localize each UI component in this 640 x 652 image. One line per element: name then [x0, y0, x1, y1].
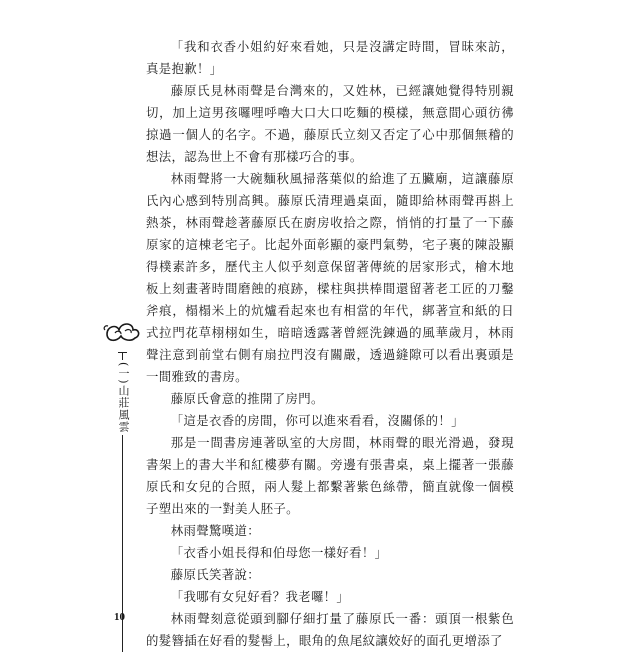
- paragraph: 「我哪有女兒好看？我老囉！」: [170, 589, 350, 604]
- paragraph: 藤原氏會意的推開了房門。: [170, 391, 324, 406]
- paragraph: 藤原氏見林雨聲是台灣來的，又姓林，已經讓她覺得特別親切，加上這男孩囉哩呼嚕大口大口吃麵的模樣，無意間心頭彷彿掠過一個人的名字。不過，藤原氏立刻又否定了心中那個無稽的想法，認為世上不會有那樣巧合的事。: [146, 83, 514, 164]
- paragraph: 林雨聲刻意從頭到腳仔細打量了藤原氏一番：頭頂一根紫色的髮簪插在好看的髮髻上，眼角的魚尾紋讓姣好的面孔更增添了: [146, 611, 514, 648]
- paragraph: 那是一間書房連著臥室的大房間，林雨聲的眼光滑過，發現書架上的書大半和紅樓夢有關。旁邊有張書桌，桌上擺著一張藤原氏和女兒的合照，兩人髮上都繫著紫色絲帶，簡直就像一個模子塑出來的一對美人胚子。: [146, 435, 514, 516]
- paragraph: 「衣香小姐長得和伯母您一樣好看！」: [170, 545, 388, 560]
- cloud-ornament-icon: [103, 316, 143, 346]
- page-number: 10: [114, 611, 125, 623]
- chapter-side-title: (一)山莊風雲: [117, 362, 130, 433]
- paragraph: 林雨聲驚嘆道：: [170, 523, 260, 538]
- paragraph: 「這是衣香的房間，你可以進來看看，沒關係的！」: [170, 413, 464, 428]
- body-text: [146, 36, 514, 652]
- paragraph: 「我和衣香小姐約好來看她，只是沒講定時間，冒昧來訪，真是抱歉！」: [146, 39, 514, 76]
- paragraph: 藤原氏笑著說：: [170, 567, 260, 582]
- paragraph: 林雨聲將一大碗麵秋風掃落葉似的給進了五臟廟，這讓藤原氏內心感到特別高興。藤原氏清理過桌面，隨即給林雨聲再斟上熱茶，林雨聲趁著藤原氏在廚房收拾之際，悄悄的打量了一下藤原家的這棟老宅子。比起外面彰顯的豪門氣勢，宅子裏的陳設顯得樸素許多，歷代主人似乎刻意保留著傳統的居家形式，檜木地板上刻畫著時間磨蝕的痕跡，樑柱與拱棒間還留著老工匠的刀鑿斧痕，榻榻米上的炕爐看起來也有相當的年代，綁著宣和紙的日式拉門花草栩栩如生，暗暗透露著曾經洗鍊過的風華歲月，林雨聲注意到前堂右側有扇拉門沒有關嚴，透過縫隙可以看出裏頭是一間雅致的書房。: [146, 171, 514, 384]
